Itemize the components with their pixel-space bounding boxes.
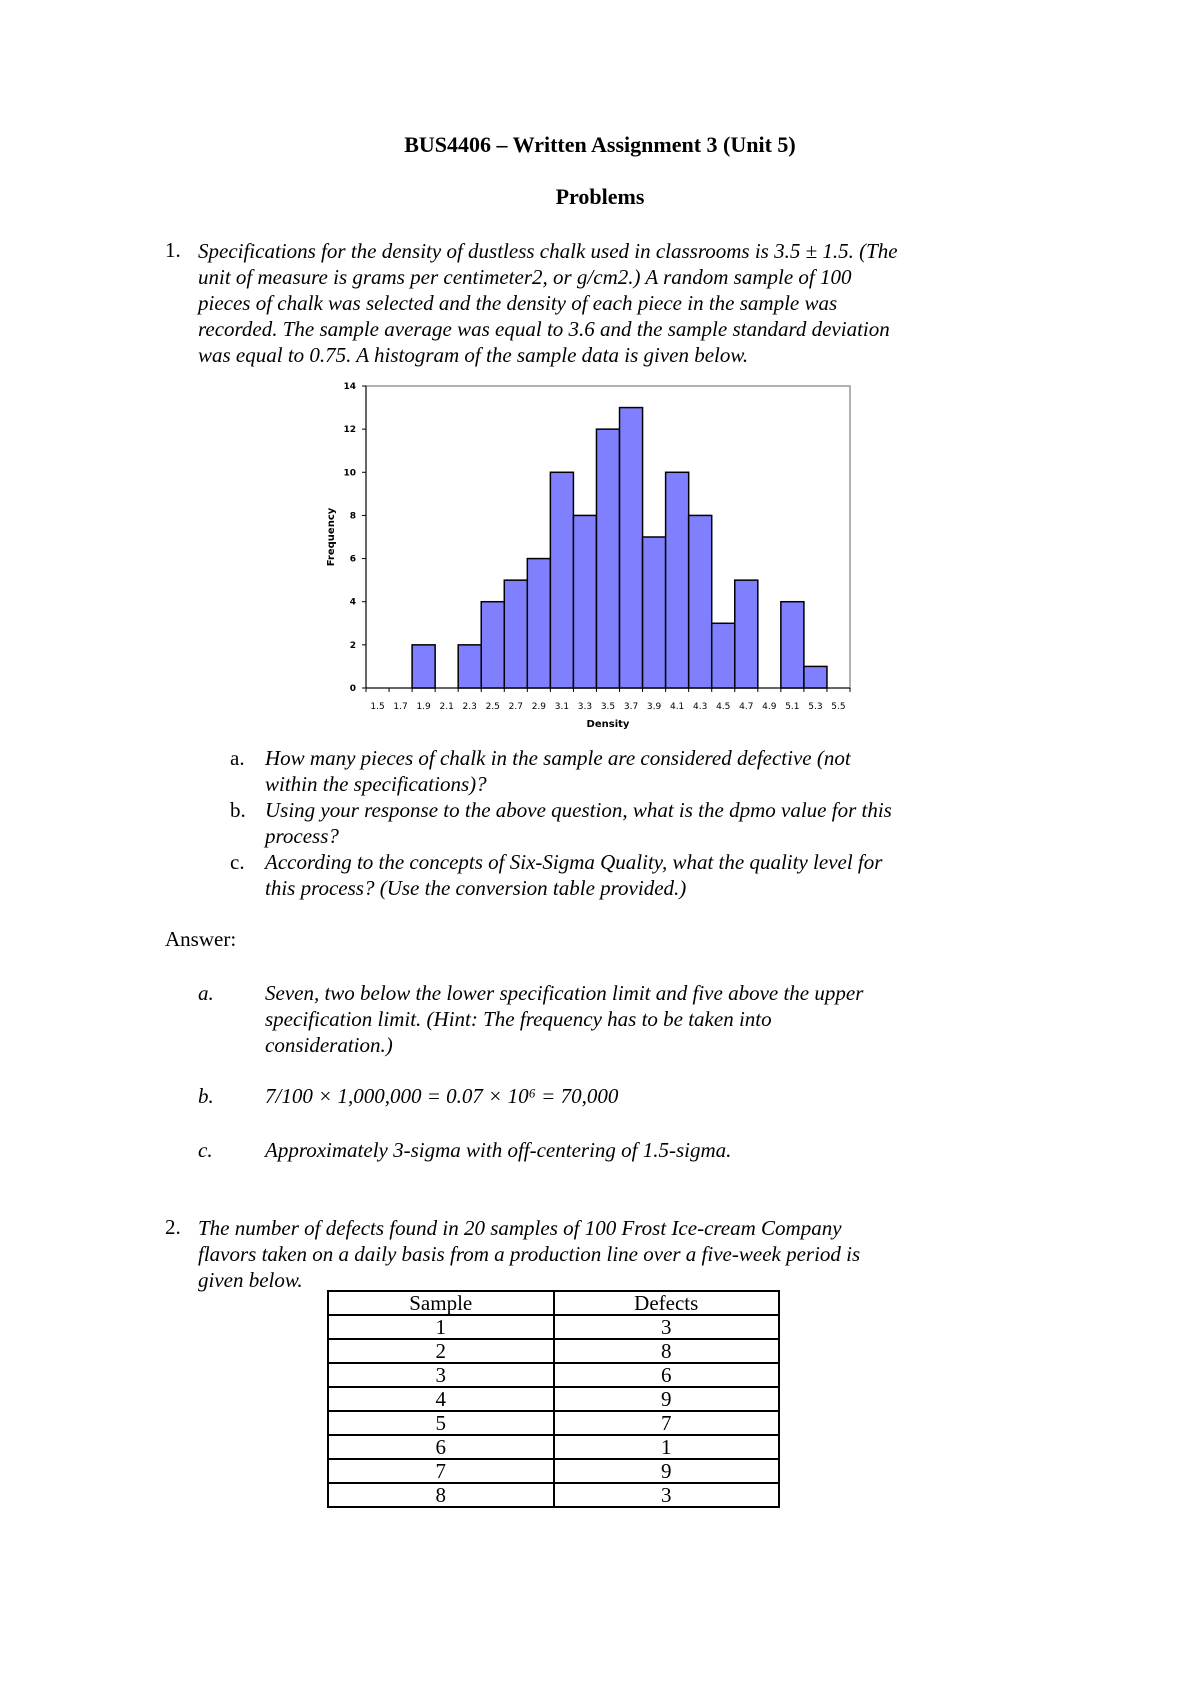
defects-table: [327, 1290, 780, 1508]
x-tick-label: 2.7: [508, 702, 523, 712]
table-header-row: [328, 1291, 779, 1315]
x-tick-label: 3.9: [646, 702, 662, 712]
section-heading: Problems: [555, 184, 645, 209]
x-tick-label: 4.5: [716, 702, 731, 712]
histogram-bar: [481, 602, 504, 688]
x-tick-label: 3.5: [600, 702, 616, 712]
y-tick-label: 0: [349, 684, 356, 694]
problem-1-text: [198, 238, 978, 368]
answer-heading: Answer:: [165, 927, 237, 951]
table-row: 5 7: [328, 1411, 779, 1435]
x-tick-label: 4.1: [669, 702, 685, 712]
histogram-bar: [550, 472, 573, 688]
problem-2-text: The number of defects found in 20 samples of 100 Frost Ice-cream Company flavors taken on a daily basis from a production line over a five-week period is given below.: [198, 1216, 861, 1292]
y-tick-label: 14: [343, 382, 356, 392]
histogram-bar: [527, 559, 550, 688]
histogram-chart: [300, 375, 880, 740]
text-line: was equal to 0.75. A histogram of the sample data is given below.: [198, 343, 749, 367]
y-tick-label: 2: [349, 640, 356, 651]
text-line: pieces of chalk was selected and the density of each piece in the sample was: [198, 291, 838, 315]
x-tick-label: 2.3: [462, 702, 477, 712]
text-line: unit of measure is grams per centimeter2, or g/cm2.) A random sample of 100: [198, 265, 852, 289]
header-defects: Defects: [554, 1291, 780, 1315]
x-tick-label: 3.7: [623, 702, 639, 712]
x-tick-label: 5.1: [785, 702, 800, 712]
question-a: a. How many pieces of chalk in the sample are considered defective (not within the specifications)?: [230, 746, 851, 796]
y-tick-label: 8: [349, 511, 356, 522]
x-tick-label: 4.3: [693, 702, 708, 712]
table-row: 2 8: [328, 1339, 779, 1363]
histogram-bar: [804, 666, 827, 688]
x-tick-label: 1.7: [393, 702, 408, 712]
histogram-bar: [666, 472, 689, 688]
histogram-bar: [458, 645, 481, 688]
table-row: 6 1: [328, 1435, 779, 1459]
problem-number: 2.: [165, 1215, 181, 1239]
x-tick-label: 2.9: [531, 702, 547, 712]
answer-a: a. Seven, two below the lower specification limit and five above the upper specification limit. (Hint: The frequency has to be taken into consideration.): [198, 981, 864, 1057]
y-tick-label: 10: [343, 468, 356, 479]
text-line: recorded. The sample average was equal to 3.6 and the sample standard deviation: [198, 317, 890, 341]
x-tick-label: 5.5: [831, 702, 846, 712]
y-tick-label: 12: [343, 425, 356, 436]
header-sample: Sample: [328, 1291, 554, 1315]
y-tick-label: 6: [349, 554, 356, 565]
table-row: 1 3: [328, 1315, 779, 1339]
table-row: 4 9: [328, 1387, 779, 1411]
table-row: 3 6: [328, 1363, 779, 1387]
histogram-bar: [573, 515, 596, 688]
x-axis-label: Density: [586, 719, 630, 730]
x-tick-label: 1.9: [416, 702, 431, 712]
y-tick-label: 4: [349, 597, 356, 608]
x-tick-label: 1.5: [370, 702, 385, 712]
histogram-bar: [735, 580, 758, 688]
answer-c: c. Approximately 3-sigma with off-centering of 1.5-sigma.: [198, 1138, 732, 1162]
answer-b: b. 7/100 × 1,000,000 = 0.07 × 10⁶ = 70,000: [198, 1084, 619, 1108]
histogram-bar: [689, 515, 712, 688]
text-line: Specifications for the density of dustless chalk used in classrooms is 3.5 ± 1.5. (The: [198, 239, 898, 263]
x-tick-label: 2.5: [485, 702, 500, 712]
histogram-bar: [620, 408, 643, 688]
page-title: BUS4406 – Written Assignment 3 (Unit 5): [404, 132, 796, 157]
question-c: c. According to the concepts of Six-Sigma Quality, what the quality level for this process? (Use the conversion table provided.): [230, 850, 883, 900]
x-tick-label: 4.9: [762, 702, 777, 712]
histogram-bar: [781, 602, 804, 688]
x-tick-label: 5.3: [808, 702, 823, 712]
histogram-bar: [712, 623, 735, 688]
x-tick-label: 3.3: [577, 702, 593, 712]
histogram-bar: [596, 429, 619, 688]
histogram-bar: [412, 645, 435, 688]
x-tick-label: 4.7: [739, 702, 754, 712]
histogram-bar: [643, 537, 666, 688]
table-row: 8 3: [328, 1483, 779, 1507]
question-b: b. Using your response to the above question, what is the dpmo value for this process?: [230, 798, 892, 848]
problem-number: 1.: [165, 238, 181, 262]
table-row: 7 9: [328, 1459, 779, 1483]
histogram-bar: [504, 580, 527, 688]
x-tick-label: 3.1: [554, 702, 570, 712]
y-axis-label: Frequency: [326, 507, 337, 567]
x-tick-label: 2.1: [439, 702, 454, 712]
question-list: [230, 745, 990, 901]
